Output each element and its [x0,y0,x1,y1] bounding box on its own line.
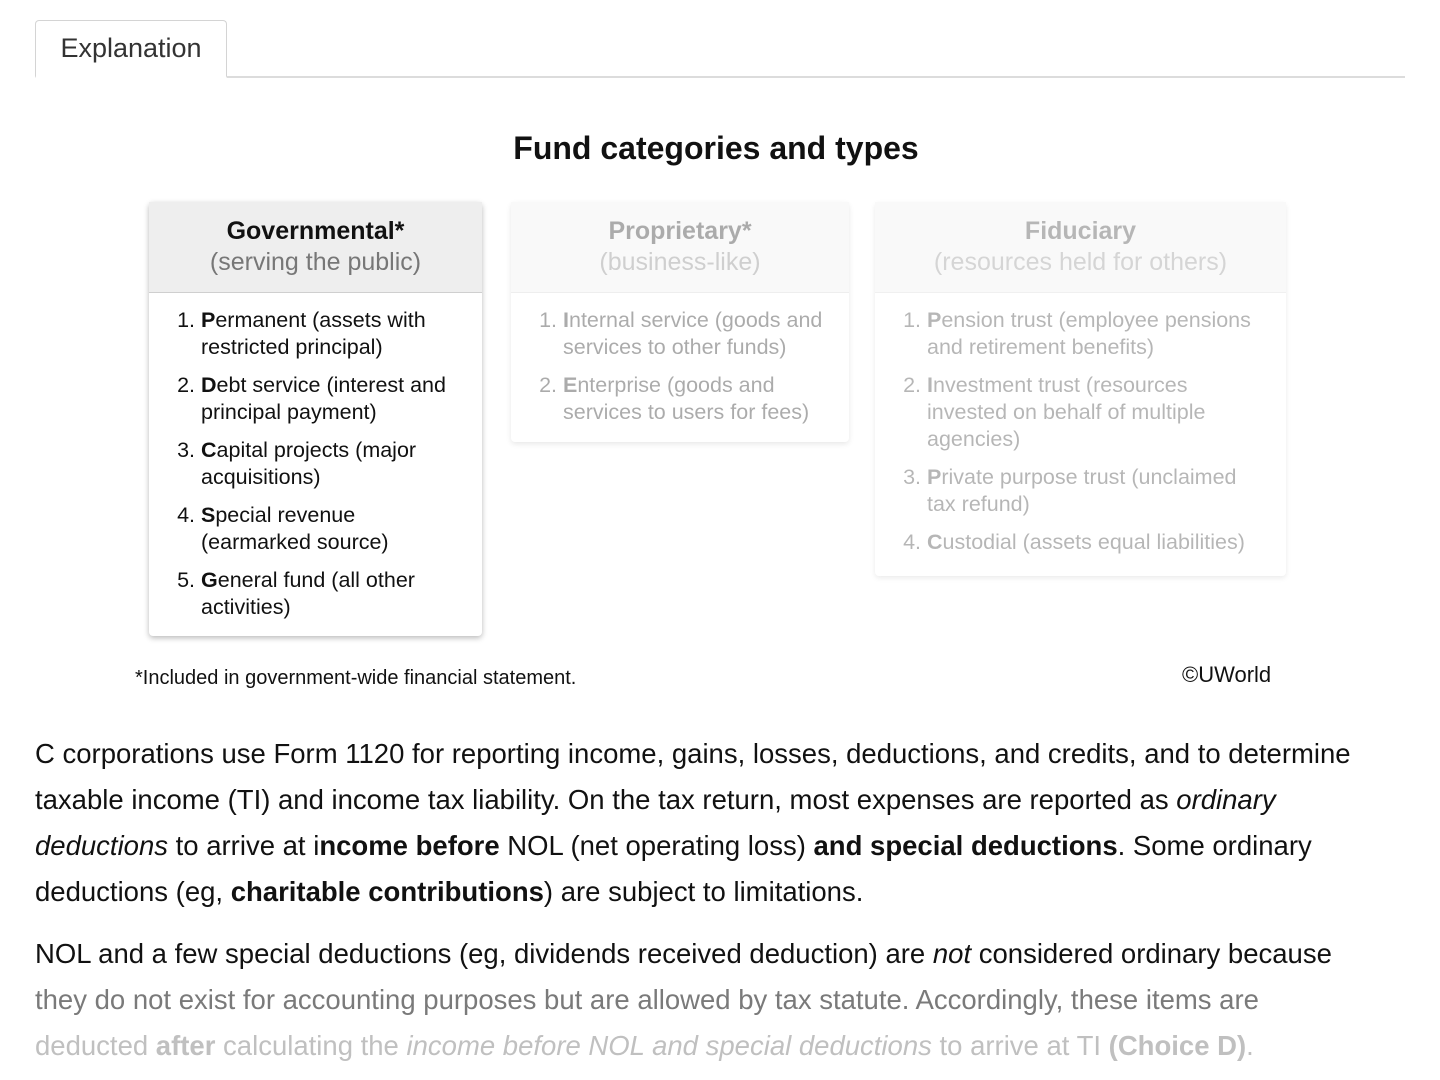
tab-bar [35,20,1405,78]
card-subtitle: (resources held for others) [933,248,1228,276]
list-item: 2. Investment trust (resources invested on behalf of multiple agencies) [927,372,1266,453]
card-header [875,202,1286,293]
explanation-paragraph-2: NOL and a few special deductions (eg, dividends received deduction) are not considered ordinary because they do not exist for accounting purposes but are allowed by tax statute. Accordingly, these items are deducted after calculating the income before NOL and special deductions to arrive at TI (Choice D). [35,938,1332,1061]
list-item: 4. Special revenue (earmarked source) [201,502,462,556]
governmental-card [149,202,482,636]
copyright-notice: ©UWorld [1182,662,1272,687]
fund-type-list [511,293,849,426]
list-item: 2. Enterprise (goods and services to users for fees) [563,372,829,426]
card-header [149,202,482,293]
proprietary-card [511,202,849,442]
list-item: 3. Private purpose trust (unclaimed tax refund) [927,464,1266,518]
list-item: 1. Permanent (assets with restricted principal) [201,307,462,361]
card-subtitle: (business-like) [599,248,761,276]
list-item: 1. Pension trust (employee pensions and retirement benefits) [927,307,1266,361]
fund-type-list [875,293,1286,556]
list-item: 5. General fund (all other activities) [201,567,462,621]
list-item: 3. Capital projects (major acquisitions) [201,437,462,491]
card-subtitle: (serving the public) [209,248,422,276]
figure-footnote: *Included in government-wide financial statement. [135,667,577,689]
list-item: 4. Custodial (assets equal liabilities) [927,529,1266,556]
figure-title: Fund categories and types [513,130,919,166]
card-title: Fiduciary [1024,217,1137,245]
card-header [511,202,849,293]
card-title: Proprietary* [608,217,752,245]
tab-explanation[interactable]: Explanation [35,20,227,78]
explanation-paragraph-1: C corporations use Form 1120 for reporting income, gains, losses, deductions, and credits, and to determine taxable income (TI) and income tax liability. On the tax return, most expenses are reported as ordinary deductions to arrive at income before NOL (net operating loss) and special deductions. Some ordinary deductions (eg, charitable contributions) are subject to limitations. [35,738,1351,907]
fund-type-list [149,293,482,621]
card-title: Governmental* [226,217,405,245]
list-item: 2. Debt service (interest and principal payment) [201,372,462,426]
list-item: 1. Internal service (goods and services to other funds) [563,307,829,361]
fiduciary-card [875,202,1286,576]
